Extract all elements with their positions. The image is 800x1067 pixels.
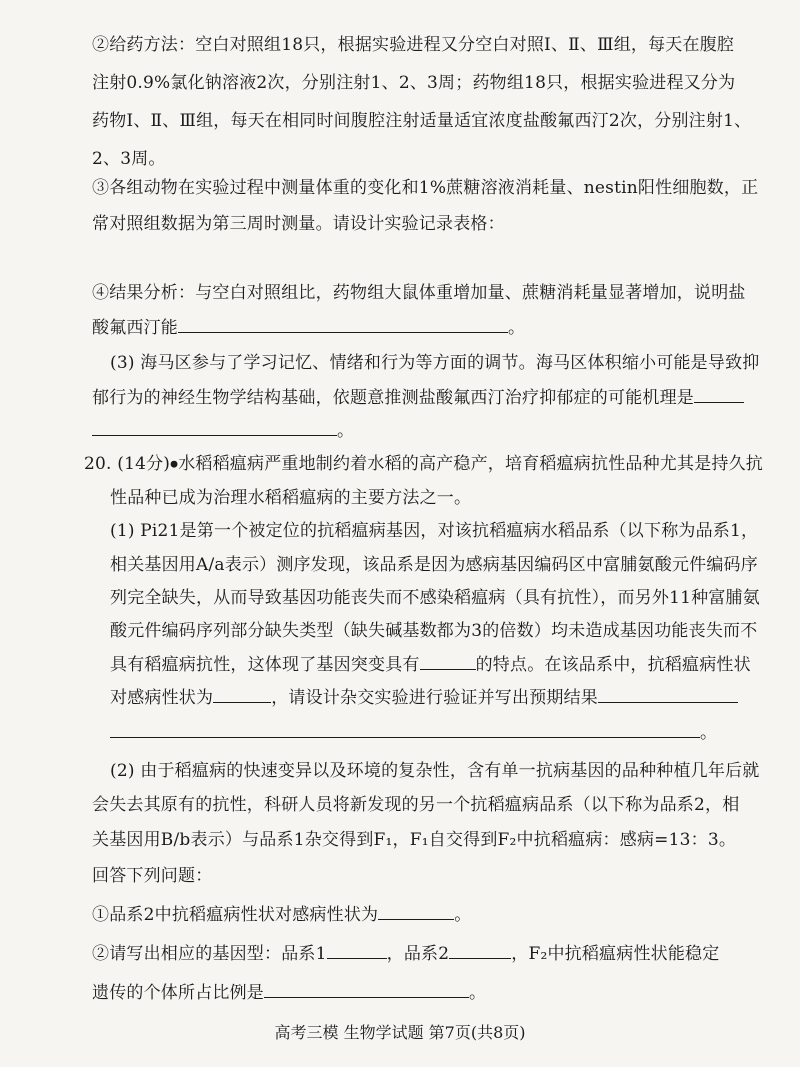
answer-blank[interactable] xyxy=(92,419,337,436)
text-segment: ，品系2 xyxy=(386,944,450,964)
bullet-icon: ● xyxy=(170,459,179,470)
text-segment: 。 xyxy=(337,421,355,441)
question-number: 20. (14分) xyxy=(84,454,171,474)
text-line-20: (2) 由于稻瘟病的快速变异以及环境的复杂性，含有单一抗病基因的品种种植几年后就 xyxy=(110,761,760,781)
answer-blank[interactable] xyxy=(178,316,508,333)
text-line-11 xyxy=(92,419,354,442)
answer-blank[interactable] xyxy=(694,386,744,403)
text-segment: 郁行为的神经生物学结构基础，依题意推测盐酸氟西汀治疗抑郁症的可能机理是 xyxy=(92,388,694,408)
text-segment: 遗传的个体所占比例是 xyxy=(92,983,264,1003)
text-line-5: ③各组动物在实验过程中测量体重的变化和1%蔗糖溶液消耗量、nestin阳性细胞数，正 xyxy=(92,178,759,198)
text-line-15: 列完全缺失，从而导致基因功能丧失而不感染稻瘟病（具有抗性），而另外11种富脯氨 xyxy=(110,588,760,608)
answer-blank[interactable] xyxy=(264,981,469,998)
text-segment: ①品系2中抗稻瘟病性状对感病性状为 xyxy=(92,905,379,925)
text-segment: 对感病性状为 xyxy=(110,688,214,708)
text-segment: 具有稻瘟病抗性，这体现了基因突变具有 xyxy=(110,655,420,675)
text-segment: 酸氟西汀能 xyxy=(92,318,178,338)
text-segment: 。 xyxy=(508,318,526,338)
text-line-2: 注射0.9%氯化钠溶液2次，分别注射1、2、3周；药物组18只，根据实验进程又分为 xyxy=(92,73,736,93)
answer-blank[interactable] xyxy=(213,686,271,703)
text-line-6: 常对照组数据为第三周时测量。请设计实验记录表格： xyxy=(92,214,505,234)
text-line-23: 回答下列问题： xyxy=(92,866,213,886)
text-segment: 水稻稻瘟病严重地制约着水稻的高产稳产，培育稻瘟病抗性品种尤其是持久抗 xyxy=(178,454,764,474)
text-segment: ②请写出相应的基因型：品系1 xyxy=(92,944,327,964)
text-segment: 。 xyxy=(469,983,487,1003)
answer-blank[interactable] xyxy=(449,942,511,959)
text-line-22: 关基因用B/b表示）与品系1杂交得到F₁，F₁自交得到F₂中抗稻瘟病：感病=13：3。 xyxy=(92,830,737,850)
text-line-16: 酸元件编码序列部分缺失类型（缺失碱基数都为3的倍数）均未造成基因功能丧失而不 xyxy=(110,621,758,641)
text-line-19 xyxy=(110,721,717,744)
text-line-1: ②给药方法：空白对照组18只，根据实验进程又分空白对照Ⅰ、Ⅱ、Ⅲ组，每天在腹腔 xyxy=(92,35,735,55)
page-footer: 高考三模 生物学试题 第7页(共8页) xyxy=(274,1023,526,1042)
text-line-4: 2、3周。 xyxy=(92,149,166,169)
answer-blank[interactable] xyxy=(598,686,738,703)
text-line-3: 药物Ⅰ、Ⅱ、Ⅲ组，每天在相同时间腹腔注射适量适宜浓度盐酸氟西汀2次，分别注射1、 xyxy=(92,111,752,131)
text-line-7: ④结果分析：与空白对照组比，药物组大鼠体重增加量、蔗糖消耗量显著增加，说明盐 xyxy=(92,283,746,303)
text-line-14: 相关基因用A/a表示）测序发现，该品系是因为感病基因编码区中富脯氨酸元件编码序 xyxy=(110,555,758,575)
text-line-18 xyxy=(110,686,738,709)
text-segment: ，请设计杂交实验进行验证并写出预期结果 xyxy=(271,688,599,708)
text-segment: 。 xyxy=(454,905,472,925)
answer-blank[interactable] xyxy=(327,942,387,959)
answer-blank[interactable] xyxy=(378,903,454,920)
text-line-10 xyxy=(92,386,744,409)
text-line-26 xyxy=(92,981,486,1004)
text-line-17 xyxy=(110,653,751,676)
text-line-21: 会失去其原有的抗性，科研人员将新发现的另一个抗稻瘟病品系（以下称为品系2，相 xyxy=(92,795,740,815)
text-segment: 的特点。在该品系中，抗稻瘟病性状 xyxy=(475,655,751,675)
answer-blank[interactable] xyxy=(110,721,700,738)
text-line-12: 性品种已成为治理水稻稻瘟病的主要方法之一。 xyxy=(110,488,472,508)
text-segment: ，F₂中抗稻瘟病性状能稳定 xyxy=(511,944,720,964)
text-line-24 xyxy=(92,903,471,926)
answer-blank[interactable] xyxy=(420,653,476,670)
text-line-8 xyxy=(92,316,525,339)
question-20-header xyxy=(84,453,763,476)
text-line-13: (1) Pi21是第一个被定位的抗稻瘟病基因，对该抗稻瘟病水稻品系（以下称为品系1， xyxy=(110,521,759,541)
text-segment: 。 xyxy=(700,723,718,743)
text-line-25 xyxy=(92,942,719,965)
text-line-9: (3) 海马区参与了学习记忆、情绪和行为等方面的调节。海马区体积缩小可能是导致抑 xyxy=(110,353,760,373)
